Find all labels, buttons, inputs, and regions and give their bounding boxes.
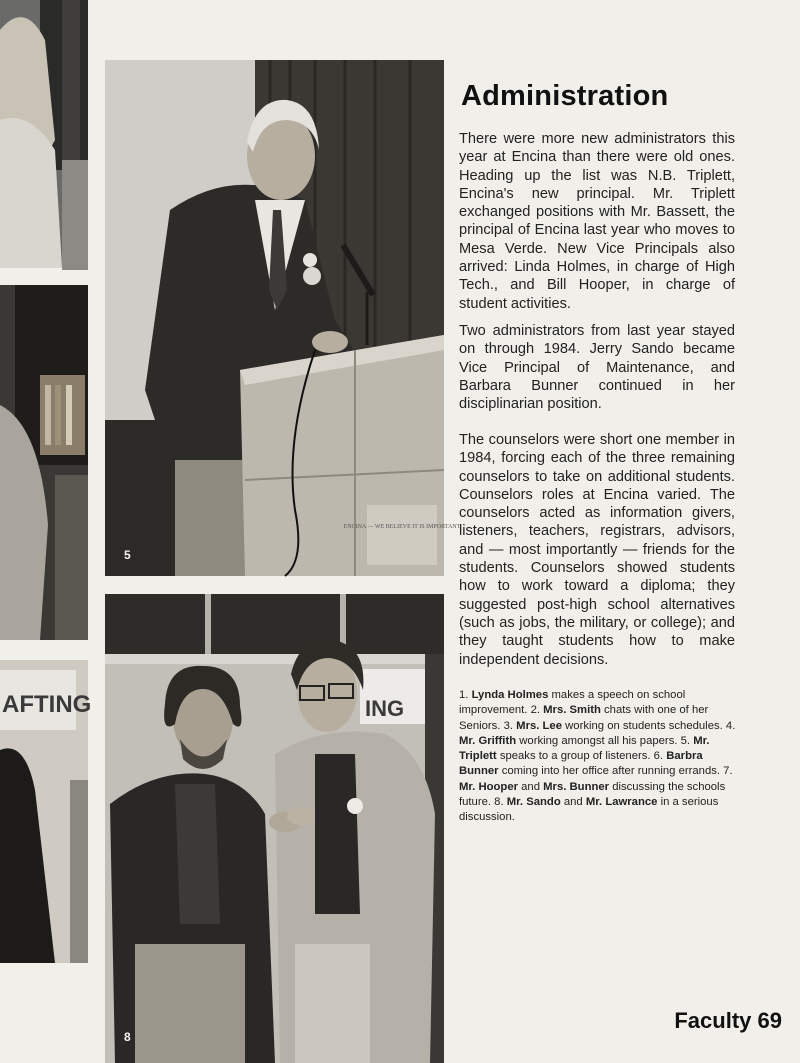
page-title: Administration: [461, 80, 669, 112]
article-paragraph-1: There were more new administrators this year at Encina than there were old ones. Heading up the list was N.B. Triplett, Encina's new principal. Mr. Triplett exchanged positions with Mr. Bassett, the principal of Encina last year who moves to Mesa Verde. New Vice Principals also arrived: Linda Holmes, in charge of High Tech., and Bill Hooper, in charge of student activities.: [459, 131, 735, 312]
photo-8-number: 8: [124, 1030, 131, 1044]
photo-5-speaker-at-podium: [105, 60, 461, 576]
photo-5-number: 5: [124, 548, 131, 562]
article-paragraph-3: The counselors were short one member in 1984, forcing each of the three remaining counselors to take on additional students. Counselors roles at Encina varied. The counselors acted as information givers, listeners, teachers, registrars, advisors, and — most importantly — friends for the students. Counselors showed students how to work toward a diploma; they suggested post-high school alternatives (such as jobs, the military, or college); and they taught students how to make independent decisions.: [459, 432, 735, 668]
podium-sign-text: ENCINA — WE BELIEVE IT IS IMPORTANT: [343, 524, 461, 530]
left-photo-top: [0, 0, 88, 268]
photo-captions: [459, 688, 739, 826]
article-paragraph-2: Two administrators from last year stayed on through 1984. Jerry Sando became Vice Principal of Maintenance, and Barbara Bunner continued in her disciplinarian position.: [459, 323, 735, 413]
sign-text: ING: [365, 696, 405, 721]
left-photo-bottom: [0, 660, 92, 963]
left-photo-middle: [0, 285, 88, 640]
caption-1: 1. Lynda Holmes makes a speech on school improvement.: [459, 689, 686, 717]
caption-6: 6. Barbra Bunner coming into her office after running errands.: [459, 750, 721, 778]
caption-3: 3. Mrs. Lee working on students schedules.: [503, 719, 723, 732]
photo-8-two-men-discussion: [105, 594, 444, 1063]
page-footer: [674, 1008, 782, 1034]
caption-8: 8. Mr. Sando and Mr. Lawrance in a serious discussion.: [459, 796, 719, 824]
page-number: 69: [757, 1008, 782, 1033]
caption-5: 5. Mr. Triplett speaks to a group of listeners.: [459, 734, 710, 763]
caption-4: 4. Mr. Griffith working amongst all his papers.: [459, 719, 736, 747]
caption-7: 7. Mr. Hooper and Mrs. Bunner discussing the schools future.: [459, 765, 733, 809]
caption-2: 2. Mrs. Smith chats with one of her Seniors.: [459, 704, 709, 732]
section-name: Faculty: [674, 1008, 752, 1033]
drafting-sign-text: AFTING: [2, 691, 92, 718]
